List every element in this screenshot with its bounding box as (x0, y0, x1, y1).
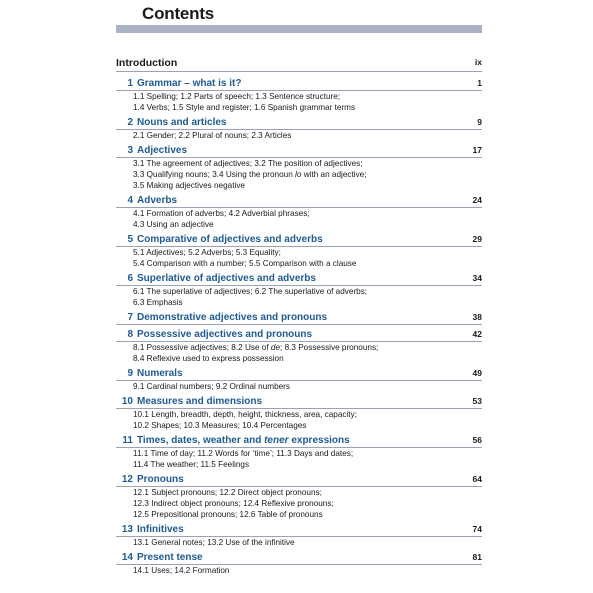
chapter-number: 9 (127, 368, 133, 379)
chapter-heading (116, 396, 482, 409)
chapter-heading (116, 273, 482, 286)
chapter-page-number: 81 (472, 552, 482, 562)
chapter-title[interactable]: Superlative of adjectives and adverbs (137, 273, 316, 284)
subsection-line: 13.1 General notes; 13.2 Use of the infinitive (133, 538, 295, 547)
toc-entry-chapter-7[interactable] (116, 312, 482, 329)
chapter-page-number: 74 (472, 524, 482, 534)
chapter-number: 6 (127, 273, 133, 284)
toc-entry-chapter-5[interactable] (116, 234, 482, 273)
subsection-list (116, 130, 482, 141)
chapter-title[interactable]: Adverbs (137, 195, 178, 206)
toc-entry-chapter-14[interactable] (116, 552, 482, 580)
chapter-title[interactable]: Measures and dimensions (137, 396, 263, 407)
chapter-title[interactable]: Present tense (137, 552, 203, 563)
subsection-list (116, 409, 482, 431)
toc-entry-chapter-9[interactable] (116, 368, 482, 396)
chapter-number: 4 (127, 195, 133, 206)
chapter-title[interactable]: Demonstrative adjectives and pronouns (137, 312, 328, 323)
subsection-list (116, 91, 482, 113)
title-rule (116, 25, 482, 33)
chapter-title[interactable]: Nouns and articles (137, 117, 227, 128)
subsection-list (116, 342, 482, 364)
chapter-page-number: 38 (472, 312, 482, 322)
chapter-heading (116, 474, 482, 487)
subsection-line: 8.4 Reflexive used to express possession (133, 354, 284, 363)
chapter-page-number: 29 (472, 234, 482, 244)
subsection-line: 4.1 Formation of adverbs; 4.2 Adverbial phrases; (133, 209, 310, 218)
chapter-number: 13 (121, 524, 133, 535)
chapter-title[interactable]: Adjectives (137, 145, 188, 156)
chapter-number: 11 (122, 435, 133, 446)
table-of-contents (116, 78, 482, 580)
introduction-page: ix (474, 57, 482, 67)
subsection-line: 8.1 Possessive adjectives; 8.2 Use of de; 8.3 Possessive pronouns; (133, 343, 379, 352)
chapter-heading (116, 195, 482, 208)
subsection-list (116, 286, 482, 308)
toc-entry-chapter-2[interactable] (116, 117, 482, 145)
chapter-title[interactable]: Grammar – what is it? (137, 78, 242, 89)
chapter-number: 1 (127, 78, 133, 89)
introduction-label: Introduction (116, 57, 178, 69)
toc-entry-chapter-4[interactable] (116, 195, 482, 234)
toc-entry-chapter-10[interactable] (116, 396, 482, 435)
chapter-heading (116, 234, 482, 247)
subsection-line: 14.1 Uses; 14.2 Formation (133, 566, 230, 575)
chapter-title[interactable]: Comparative of adjectives and adverbs (137, 234, 323, 245)
chapter-page-number: 9 (477, 117, 482, 127)
chapter-page-number: 56 (472, 435, 482, 445)
toc-entry-chapter-13[interactable] (116, 524, 482, 552)
chapter-number: 10 (121, 396, 133, 407)
toc-entry-introduction[interactable] (116, 57, 482, 69)
chapter-heading (116, 552, 482, 565)
subsection-line: 11.1 Time of day; 11.2 Words for ‘time’; 11.3 Days and dates; (133, 449, 354, 458)
subsection-list (116, 247, 482, 269)
subsection-line: 3.5 Making adjectives negative (133, 181, 245, 190)
chapter-heading (116, 329, 482, 342)
chapter-number: 8 (127, 329, 133, 340)
subsection-line: 4.3 Using an adjective (133, 220, 214, 229)
chapter-page-number: 17 (472, 145, 482, 155)
subsection-list (116, 381, 482, 392)
toc-entry-chapter-3[interactable] (116, 145, 482, 195)
toc-entry-chapter-6[interactable] (116, 273, 482, 312)
chapter-heading (116, 78, 482, 91)
toc-entry-chapter-12[interactable] (116, 474, 482, 524)
subsection-line: 9.1 Cardinal numbers; 9.2 Ordinal numbers (133, 382, 291, 391)
chapter-title[interactable]: Infinitives (137, 524, 184, 535)
subsection-list (116, 448, 482, 470)
subsection-line: 1.4 Verbs; 1.5 Style and register; 1.6 Spanish grammar terms (133, 103, 356, 112)
chapter-heading (116, 435, 482, 448)
subsection-line: 11.4 The weather; 11.5 Feelings (133, 460, 250, 469)
subsection-list (116, 158, 482, 191)
subsection-line: 12.5 Prepositional pronouns; 12.6 Table of pronouns (133, 510, 323, 519)
chapter-heading (116, 524, 482, 537)
toc-entry-chapter-8[interactable] (116, 329, 482, 368)
chapter-heading (116, 368, 482, 381)
subsection-line: 2.1 Gender; 2.2 Plural of nouns; 2.3 Articles (133, 131, 292, 140)
chapter-number: 14 (121, 552, 133, 563)
chapter-heading (116, 312, 482, 325)
chapter-page-number: 49 (472, 368, 482, 378)
subsection-list (116, 208, 482, 230)
chapter-title[interactable]: Possessive adjectives and pronouns (137, 329, 313, 340)
chapter-title[interactable]: Times, dates, weather and tener expressions (137, 435, 350, 446)
subsection-line: 5.1 Adjectives; 5.2 Adverbs; 5.3 Equality; (133, 248, 281, 257)
chapter-heading (116, 117, 482, 130)
page-title: Contents (142, 4, 215, 23)
subsection-line: 10.2 Shapes; 10.3 Measures; 10.4 Percentages (133, 421, 307, 430)
chapter-number: 2 (127, 117, 133, 128)
subsection-line: 10.1 Length, breadth, depth, height, thickness, area, capacity; (133, 410, 357, 419)
subsection-line: 6.3 Emphasis (133, 298, 183, 307)
toc-entry-chapter-1[interactable] (116, 78, 482, 117)
chapter-number: 3 (127, 145, 133, 156)
subsection-line: 1.1 Spelling; 1.2 Parts of speech; 1.3 Sentence structure; (133, 92, 341, 101)
introduction-rule (116, 71, 482, 72)
subsection-line: 12.1 Subject pronouns; 12.2 Direct object pronouns; (133, 488, 322, 497)
chapter-number: 12 (121, 474, 133, 485)
subsection-line: 12.3 Indirect object pronouns; 12.4 Reflexive pronouns; (133, 499, 334, 508)
chapter-number: 7 (127, 312, 133, 323)
chapter-page-number: 53 (472, 396, 482, 406)
chapter-page-number: 64 (472, 474, 482, 484)
subsection-line: 3.3 Qualifying nouns; 3.4 Using the pronoun lo with an adjective; (133, 170, 367, 179)
chapter-page-number: 34 (472, 273, 482, 283)
entry-spacer (116, 576, 482, 580)
subsection-list (116, 565, 482, 576)
chapter-page-number: 1 (477, 78, 482, 88)
subsection-line: 5.4 Comparison with a number; 5.5 Comparison with a clause (133, 259, 357, 268)
chapter-page-number: 42 (472, 329, 482, 339)
subsection-list (116, 537, 482, 548)
chapter-page-number: 24 (472, 195, 482, 205)
subsection-line: 6.1 The superlative of adjectives; 6.2 The superlative of adverbs; (133, 287, 368, 296)
chapter-number: 5 (127, 234, 133, 245)
subsection-list (116, 487, 482, 520)
subsection-line: 3.1 The agreement of adjectives; 3.2 The position of adjectives; (133, 159, 363, 168)
toc-entry-chapter-11[interactable] (116, 435, 482, 474)
chapter-title[interactable]: Numerals (137, 368, 183, 379)
chapter-title[interactable]: Pronouns (137, 474, 184, 485)
chapter-heading (116, 145, 482, 158)
